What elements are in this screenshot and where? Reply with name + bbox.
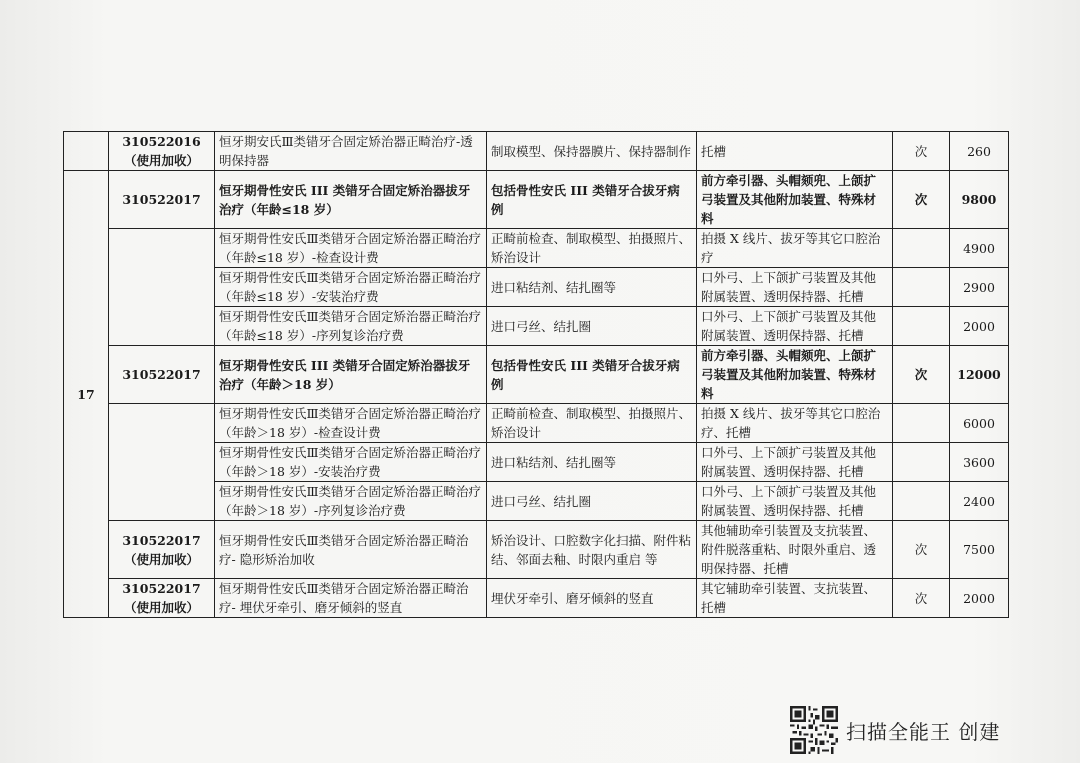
content-cell: 矫治设计、口腔数字化扫描、附件粘结、邻面去釉、时限内重启 等 [487, 521, 697, 579]
unit-cell [893, 307, 950, 346]
exclude-cell: 前方牵引器、头帽颏兜、上颌扩弓装置及其他附加装置、特殊材料 [697, 171, 893, 229]
unit-cell: 次 [893, 579, 950, 618]
price-cell: 12000 [950, 346, 1009, 404]
price-cell: 260 [950, 132, 1009, 171]
exclude-cell: 其他辅助牵引装置及支抗装置、附件脱落重粘、时限外重启、透明保持器、托槽 [697, 521, 893, 579]
exclude-cell: 其它辅助牵引装置、支抗装置、托槽 [697, 579, 893, 618]
content-cell: 包括骨性安氏 III 类错牙合拔牙病例 [487, 171, 697, 229]
item-number-cell: 17 [64, 171, 109, 618]
item-number-cell-prev [64, 132, 109, 171]
price-cell: 2400 [950, 482, 1009, 521]
unit-cell [893, 229, 950, 268]
name-cell: 恒牙期骨性安氏Ⅲ类错牙合固定矫治器正畸治疗（年龄＞18 岁）-安装治疗费 [215, 443, 487, 482]
content-cell: 进口粘结剂、结扎圈等 [487, 268, 697, 307]
name-cell: 恒牙期安氏Ⅲ类错牙合固定矫治器正畸治疗-透明保持器 [215, 132, 487, 171]
content-cell: 包括骨性安氏 III 类错牙合拔牙病例 [487, 346, 697, 404]
code-cell [109, 229, 215, 346]
content-cell: 正畸前检查、制取模型、拍摄照片、矫治设计 [487, 404, 697, 443]
price-cell: 7500 [950, 521, 1009, 579]
code-cell: 310522017（使用加收） [109, 579, 215, 618]
exclude-cell: 口外弓、上下颌扩弓装置及其他附属装置、透明保持器、托槽 [697, 268, 893, 307]
code-cell: 310522017 [109, 346, 215, 404]
code-cell [109, 404, 215, 521]
fee-table [63, 131, 1009, 618]
content-cell: 正畸前检查、制取模型、拍摄照片、矫治设计 [487, 229, 697, 268]
unit-cell [893, 482, 950, 521]
price-cell: 9800 [950, 171, 1009, 229]
table-row [64, 404, 1009, 443]
table-row [64, 579, 1009, 618]
exclude-cell: 前方牵引器、头帽颏兜、上颌扩弓装置及其他附加装置、特殊材料 [697, 346, 893, 404]
exclude-cell: 拍摄 X 线片、拔牙等其它口腔治疗、托槽 [697, 404, 893, 443]
unit-cell: 次 [893, 521, 950, 579]
exclude-cell: 口外弓、上下颌扩弓装置及其他附属装置、透明保持器、托槽 [697, 443, 893, 482]
scanner-watermark [790, 706, 1000, 754]
exclude-cell: 口外弓、上下颌扩弓装置及其他附属装置、透明保持器、托槽 [697, 482, 893, 521]
code-cell: 310522017（使用加收） [109, 521, 215, 579]
name-cell: 恒牙期骨性安氏Ⅲ类错牙合固定矫治器正畸治疗（年龄≤18 岁）-检查设计费 [215, 229, 487, 268]
unit-cell: 次 [893, 171, 950, 229]
price-cell: 3600 [950, 443, 1009, 482]
name-cell: 恒牙期骨性安氏Ⅲ类错牙合固定矫治器正畸治疗（年龄≤18 岁）-安装治疗费 [215, 268, 487, 307]
code-cell: 310522017 [109, 171, 215, 229]
unit-cell [893, 443, 950, 482]
table-row [64, 132, 1009, 171]
price-cell: 2900 [950, 268, 1009, 307]
unit-cell: 次 [893, 346, 950, 404]
name-cell: 恒牙期骨性安氏Ⅲ类错牙合固定矫治器正畸治疗（年龄＞18 岁）-序列复诊治疗费 [215, 482, 487, 521]
qr-code-icon [790, 706, 838, 754]
table-row [64, 171, 1009, 229]
unit-cell: 次 [893, 132, 950, 171]
scanner-label: 扫描全能王 创建 [846, 719, 1001, 744]
name-cell: 恒牙期骨性安氏Ⅲ类错牙合固定矫治器正畸治疗- 埋伏牙牵引、磨牙倾斜的竖直 [215, 579, 487, 618]
name-cell: 恒牙期骨性安氏 III 类错牙合固定矫治器拔牙治疗（年龄＞18 岁） [215, 346, 487, 404]
exclude-cell: 拍摄 X 线片、拔牙等其它口腔治疗 [697, 229, 893, 268]
name-cell: 恒牙期骨性安氏Ⅲ类错牙合固定矫治器正畸治疗（年龄≤18 岁）-序列复诊治疗费 [215, 307, 487, 346]
name-cell: 恒牙期骨性安氏Ⅲ类错牙合固定矫治器正畸治疗（年龄＞18 岁）-检查设计费 [215, 404, 487, 443]
content-cell: 制取模型、保持器膜片、保持器制作 [487, 132, 697, 171]
table-row [64, 229, 1009, 268]
exclude-cell: 托槽 [697, 132, 893, 171]
content-cell: 进口粘结剂、结扎圈等 [487, 443, 697, 482]
price-cell: 6000 [950, 404, 1009, 443]
price-cell: 2000 [950, 579, 1009, 618]
content-cell: 进口弓丝、结扎圈 [487, 307, 697, 346]
price-cell: 4900 [950, 229, 1009, 268]
unit-cell [893, 268, 950, 307]
content-cell: 埋伏牙牵引、磨牙倾斜的竖直 [487, 579, 697, 618]
exclude-cell: 口外弓、上下颌扩弓装置及其他附属装置、透明保持器、托槽 [697, 307, 893, 346]
code-cell: 310522016（使用加收） [109, 132, 215, 171]
unit-cell [893, 404, 950, 443]
table-row [64, 346, 1009, 404]
price-cell: 2000 [950, 307, 1009, 346]
name-cell: 恒牙期骨性安氏 III 类错牙合固定矫治器拔牙治疗（年龄≤18 岁） [215, 171, 487, 229]
content-cell: 进口弓丝、结扎圈 [487, 482, 697, 521]
name-cell: 恒牙期骨性安氏Ⅲ类错牙合固定矫治器正畸治疗- 隐形矫治加收 [215, 521, 487, 579]
table-row [64, 521, 1009, 579]
